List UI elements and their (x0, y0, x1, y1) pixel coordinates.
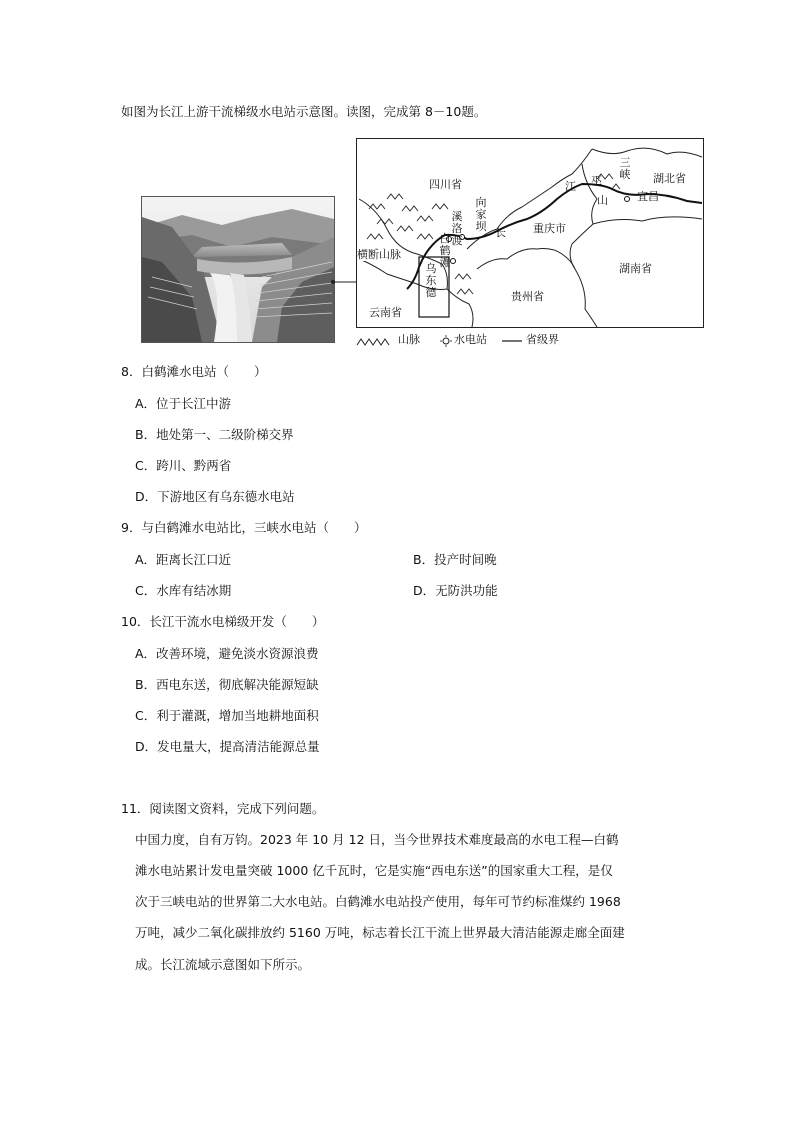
label-jiang: 江 (565, 180, 576, 193)
question-11-line-5: 成。长江流域示意图如下所示。 (135, 957, 311, 972)
question-9-option-c: C．水库有结冰期 (135, 583, 232, 598)
dam-photo (141, 196, 335, 343)
station-legend-icon (440, 335, 452, 347)
label-chang: 长 (495, 226, 506, 239)
label-sanxia: 三峡 (619, 156, 631, 181)
question-8-option-b: B．地处第一、二级阶梯交界 (135, 427, 294, 442)
question-8-option-d: D．下游地区有乌东德水电站 (135, 489, 295, 504)
label-wudongde: 乌东德 (425, 262, 437, 299)
label-hunan: 湖南省 (619, 262, 652, 275)
question-8-stem: 8．白鹤滩水电站（ ） (121, 364, 267, 379)
label-chongqing: 重庆市 (533, 222, 566, 235)
label-guizhou: 贵州省 (511, 290, 544, 303)
legend-boundary-label: 省级界 (526, 333, 559, 346)
intro-text: 如图为长江上游干流梯级水电站示意图。读图，完成第 8－10题。 (121, 104, 487, 119)
label-hubei: 湖北省 (653, 172, 686, 185)
question-10-option-c: C．利于灌溉，增加当地耕地面积 (135, 708, 319, 723)
question-9-option-a: A．距离长江口近 (135, 552, 232, 567)
mountain-legend-icon (356, 335, 396, 347)
question-10-option-a: A．改善环境，避免淡水资源浪费 (135, 646, 319, 661)
legend-mountain-label: 山脉 (398, 333, 420, 346)
label-hengduan-mountains: 横断山脉 (357, 248, 401, 261)
question-11-line-2: 滩水电站累计发电量突破 1000 亿千瓦时，它是实施“西电东送”的国家重大工程，是仅 (135, 863, 613, 878)
question-11-line-1: 中国力度，自有万钧。2023 年 10 月 12 日，当今世界技术难度最高的水电工程—白鹤 (135, 832, 619, 847)
question-10-option-b: B．西电东送，彻底解决能源短缺 (135, 677, 319, 692)
question-10-option-d: D．发电量大，提高清洁能源总量 (135, 739, 320, 754)
question-11-line-4: 万吨，减少二氧化碳排放约 5160 万吨，标志着长江干流上世界最大清洁能源走廊全面建 (135, 925, 625, 940)
question-9-option-d: D．无防洪功能 (413, 583, 498, 598)
question-11-line-3: 次于三峡电站的世界第二大水电站。白鹤滩水电站投产使用，每年可节约标准煤约 1968 (135, 894, 621, 909)
label-baihetan: 白鹤滩 (439, 232, 451, 269)
question-9-option-b: B．投产时间晚 (413, 552, 497, 567)
legend-station-label: 水电站 (454, 333, 487, 346)
label-sichuan: 四川省 (429, 178, 462, 191)
question-8-option-a: A．位于长江中游 (135, 396, 232, 411)
yangtze-map (356, 138, 704, 328)
label-xiluodu: 溪洛渡 (451, 210, 463, 247)
question-10-stem: 10．长江干流水电梯级开发（ ） (121, 614, 325, 629)
boundary-legend-icon (502, 335, 524, 347)
label-yichang: 宜昌 (637, 190, 659, 203)
question-8-option-c: C．跨川、黔两省 (135, 458, 232, 473)
label-yunnan: 云南省 (369, 306, 402, 319)
label-shan: 山 (597, 194, 608, 207)
label-wu: 巫 (591, 174, 602, 187)
question-11-stem: 11．阅读图文资料，完成下列问题。 (121, 801, 325, 816)
question-9-stem: 9．与白鹤滩水电站比，三峡水电站（ ） (121, 520, 367, 535)
label-xiangjiaba: 向家坝 (475, 196, 487, 233)
